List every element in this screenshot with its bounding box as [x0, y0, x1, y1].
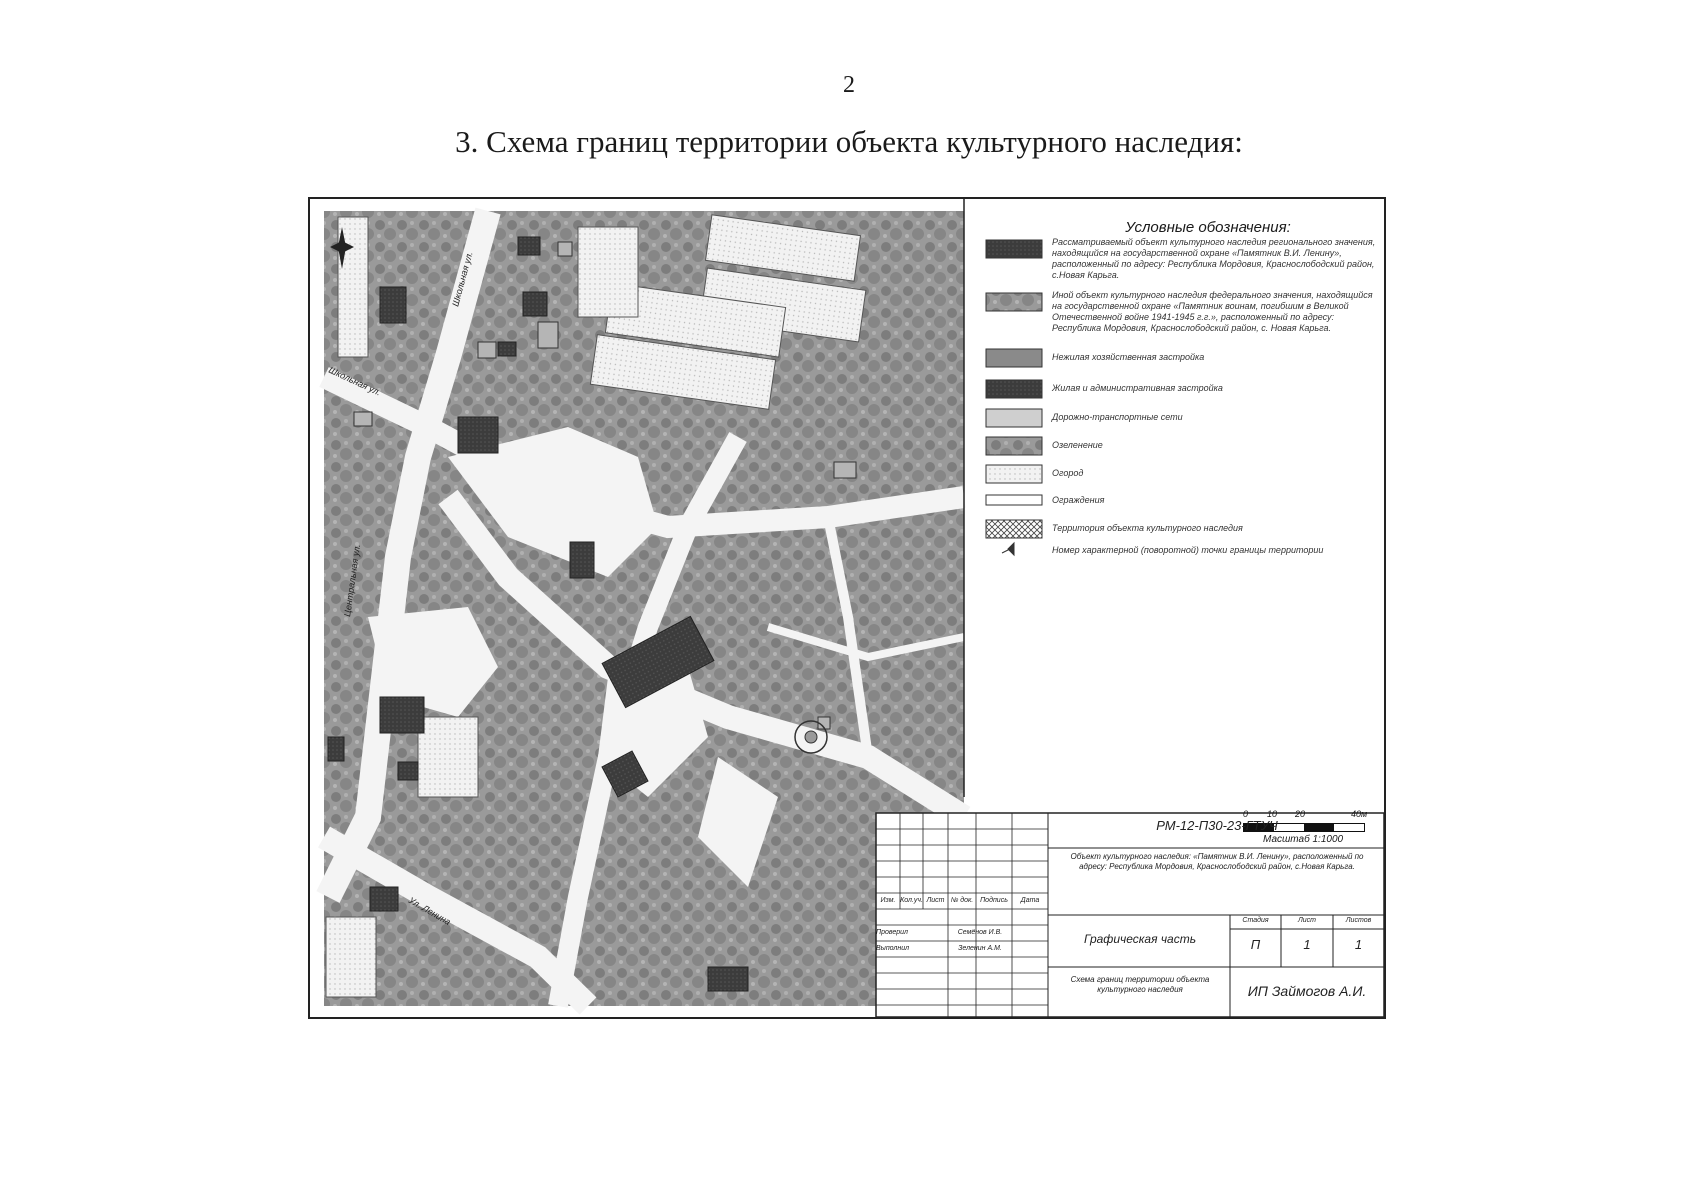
legend-item — [986, 495, 1376, 506]
street-label: Центральная ул. — [342, 543, 363, 618]
page-number: 2 — [843, 72, 855, 98]
legend-text: Озеленение — [1052, 440, 1103, 450]
section-heading: 3. Схема границ территории объекта культурного наследия: — [455, 124, 1243, 159]
street-label: Школьная ул. — [327, 364, 383, 398]
col-header: № док. — [950, 897, 974, 904]
scale-tick: 40м — [1351, 809, 1368, 819]
street-label: Школьная ул. — [450, 250, 475, 308]
legend-text: Нежилая хозяйственная застройка — [1052, 352, 1205, 362]
col-header: Кол.уч. — [900, 897, 923, 904]
legend-item — [986, 352, 1376, 363]
scale-tick: 20 — [1295, 809, 1306, 819]
legend-text: Номер характерной (поворотной) точки границы территории — [1052, 545, 1324, 555]
legend-text: Иной объект культурного наследия федерального значения, находящийся на государственной охране «Памятник воинам, погибшим в Великой Отечественной войне 1941-1945 г.г.», расположенный по адресу: Республика Мордовия, Краснослободский район, с. Новая Карьга. — [1052, 290, 1373, 333]
role-label: Проверил — [876, 929, 908, 936]
legend-text: Огород — [1052, 468, 1084, 478]
scale-label: Масштаб 1:1000 — [1263, 834, 1344, 845]
stage-header: Стадия — [1242, 917, 1269, 924]
legend-title: Условные обозначения: — [1125, 219, 1291, 236]
legend-item — [986, 440, 1376, 451]
sheet-title: Графическая часть — [1083, 932, 1197, 946]
legend-text: Рассматриваемый объект культурного наследия регионального значения, находящийся на государственной охране «Памятник В.И. Ленину», расположенный по адресу: Республика Мордовия, Краснослободский район, с.Новая Карьга. — [1052, 237, 1376, 280]
legend-text: Жилая и административная застройка — [1052, 383, 1223, 393]
sheets-value: 1 — [1354, 937, 1363, 952]
scale-tick: 0 — [1243, 809, 1249, 819]
legend-item — [986, 545, 1376, 556]
legend-item — [986, 412, 1376, 423]
stage-value: П — [1250, 937, 1261, 952]
object-description: Объект культурного наследия: «Памятник В.И. Ленину», расположенный по адресу: Республика Мордовия, Краснослободский район, с.Новая Карьга. — [1070, 852, 1364, 871]
legend-text: Ограждения — [1052, 495, 1105, 505]
legend-text: Территория объекта культурного наследия — [1052, 523, 1243, 533]
map-area — [324, 211, 964, 1006]
col-header: Дата — [1020, 897, 1040, 904]
col-header: Подпись — [980, 897, 1008, 904]
stage-header: Лист — [1297, 917, 1317, 924]
role-name: Зеленин А.М. — [958, 945, 1002, 952]
legend-item — [986, 237, 1376, 281]
legend-item — [986, 383, 1376, 394]
legend-item — [986, 290, 1376, 334]
drawing-code: РМ-12-П30-23-ГТУЧ — [1156, 818, 1278, 833]
organization: ИП Займогов А.И. — [1247, 983, 1367, 999]
role-name: Семёнов И.В. — [957, 929, 1003, 936]
role-label: Выполнил — [876, 945, 910, 952]
legend-item — [986, 468, 1376, 479]
drawing-sheet — [308, 197, 1386, 1019]
legend-item — [986, 523, 1376, 534]
drawing-name: Схема границ территории объекта культурного наследия — [1070, 975, 1210, 994]
legend-text: Дорожно-транспортные сети — [1052, 412, 1183, 422]
street-label: Ул. Ленина — [407, 895, 453, 928]
sheet-value: 1 — [1303, 937, 1311, 952]
stage-header: Листов — [1345, 917, 1372, 924]
scale-tick: 10 — [1267, 809, 1278, 819]
col-header: Изм. — [880, 897, 896, 904]
col-header: Лист — [926, 897, 945, 904]
